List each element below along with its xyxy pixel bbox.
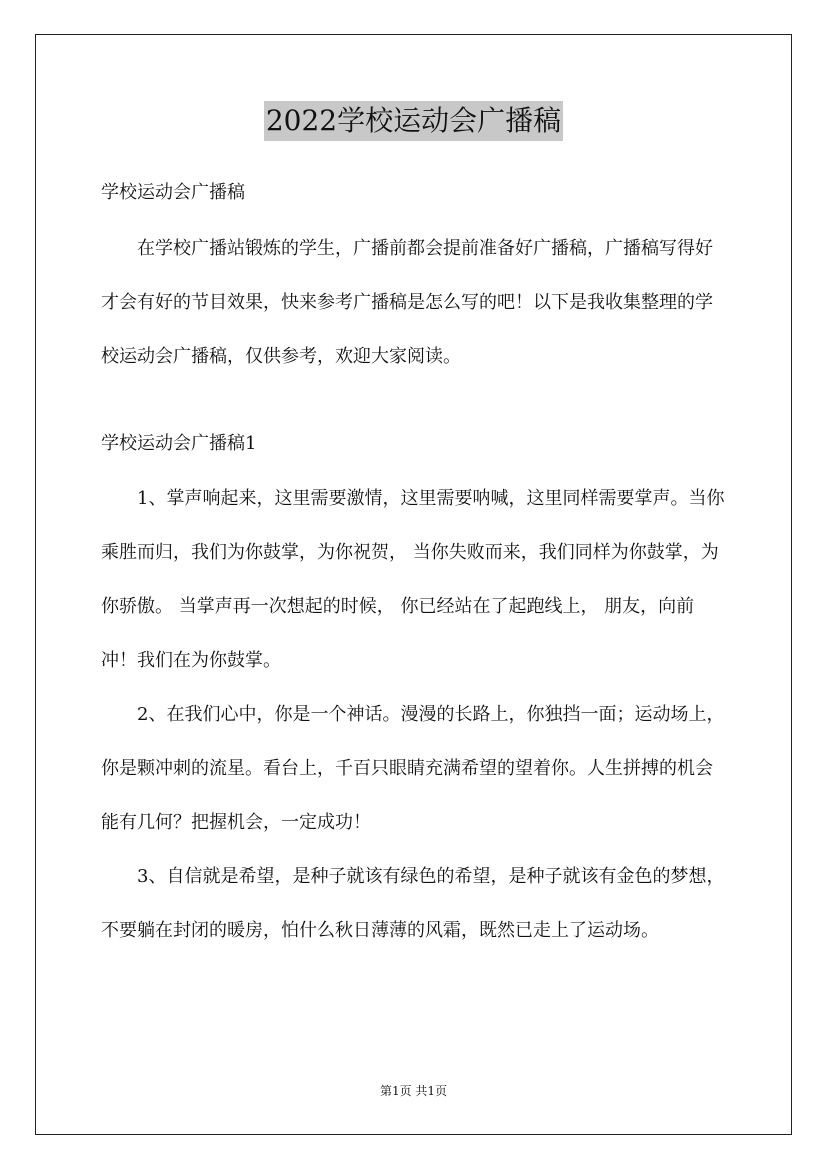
intro-paragraph: 在学校广播站锻炼的学生，广播前都会提前准备好广播稿，广播稿写得好才会有好的节目效果，快来参考广播稿是怎么写的吧！以下是我收集整理的学校运动会广播稿，仅供参考，欢迎大家阅读。 (101, 238, 713, 367)
page-footer: 第1页 共1页 (379, 1084, 448, 1098)
title-wrap (0, 101, 827, 141)
body-paragraph: 1、掌声响起来，这里需要激情，这里需要呐喊，这里同样需要掌声。当你乘胜而归，我们为你鼓掌，为你祝贺， 当你失败而来，我们同样为你鼓掌，为你骄傲。 当掌声再一次想起的时候， 你已经站在了起跑线上， 朋友，向前冲！我们在为你鼓掌。 (101, 488, 725, 671)
section-heading: 学校运动会广播稿 (101, 182, 245, 203)
body-paragraph: 2、在我们心中，你是一个神话。漫漫的长路上，你独挡一面；运动场上，你是颗冲刺的流星。看台上，千百只眼睛充满希望的望着你。人生拼搏的机会能有几何？把握机会，一定成功！ (101, 704, 725, 833)
section-heading: 学校运动会广播稿1 (101, 433, 257, 454)
body-paragraph: 3、自信就是希望，是种子就该有绿色的希望，是种子就该有金色的梦想，不要躺在封闭的暖房，怕什么秋日薄薄的风霜，既然已走上了运动场。 (101, 866, 725, 941)
document-title: 2022学校运动会广播稿 (264, 101, 563, 141)
document-body (101, 175, 727, 958)
